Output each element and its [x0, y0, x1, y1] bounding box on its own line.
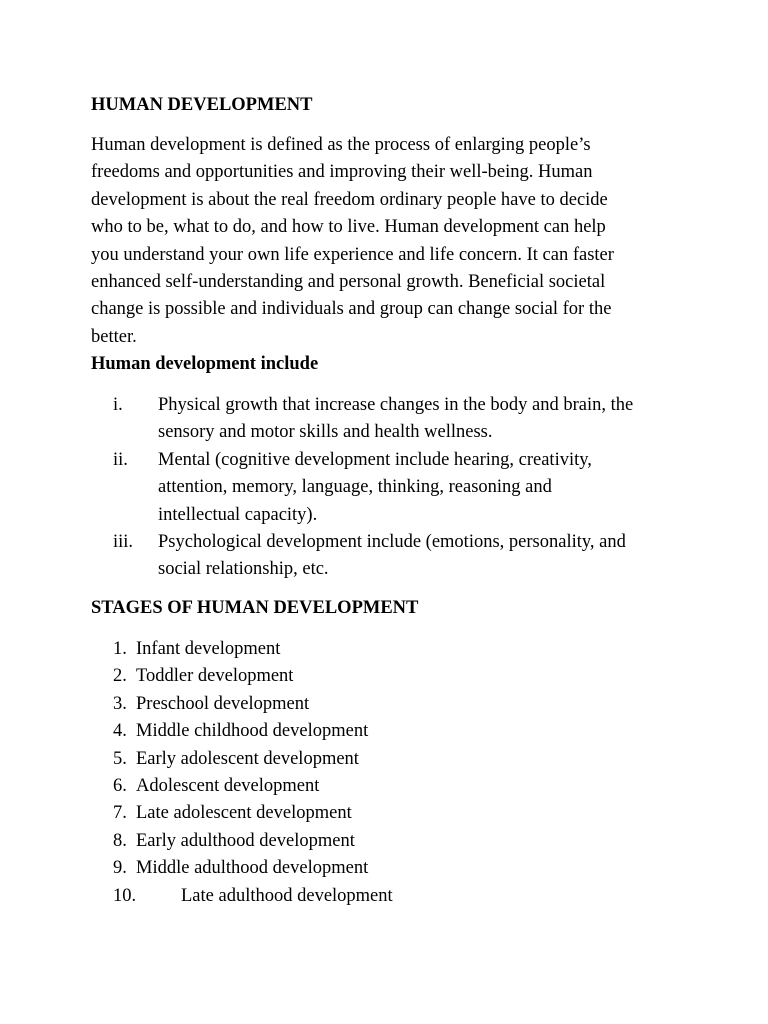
includes-heading: Human development include	[91, 354, 319, 374]
list-item-line: intellectual capacity).	[158, 504, 318, 525]
document-title: HUMAN DEVELOPMENT	[91, 95, 313, 115]
list-marker: 2.	[113, 666, 127, 687]
list-item	[91, 773, 393, 800]
list-marker: ii.	[113, 449, 128, 470]
list-item	[91, 883, 393, 910]
list-marker: 4.	[113, 721, 127, 742]
stages-list	[91, 636, 393, 910]
intro-line: development is about the real freedom ordinary people have to decide	[91, 189, 608, 210]
includes-list	[91, 392, 711, 584]
list-marker: 3.	[113, 693, 127, 714]
list-item-label: Late adulthood development	[181, 885, 393, 906]
intro-line: Human development is defined as the process of enlarging people’s	[91, 135, 591, 155]
list-item	[91, 746, 393, 773]
intro-line: change is possible and individuals and group can change social for the	[91, 299, 612, 320]
list-item-line: Mental (cognitive development include hearing, creativity,	[158, 449, 592, 470]
list-item-label: Adolescent development	[136, 776, 320, 797]
list-item-line: Psychological development include (emotions, personality, and	[158, 532, 626, 553]
list-marker: i.	[113, 395, 123, 415]
list-item	[91, 529, 711, 584]
list-item-label: Infant development	[136, 639, 281, 659]
intro-line: enhanced self-understanding and personal growth. Beneficial societal	[91, 272, 606, 293]
list-item	[91, 691, 393, 718]
list-marker: 7.	[113, 803, 127, 824]
list-item	[91, 800, 393, 827]
list-marker: 8.	[113, 830, 127, 851]
list-item-line: Physical growth that increase changes in the body and brain, the	[158, 395, 634, 415]
list-item	[91, 828, 393, 855]
list-item-line: attention, memory, language, thinking, reasoning and	[158, 477, 552, 498]
list-item-label: Late adolescent development	[136, 803, 352, 824]
list-item	[91, 447, 711, 529]
list-item-line: social relationship, etc.	[158, 559, 329, 580]
list-item-label: Toddler development	[136, 666, 294, 687]
list-item	[91, 718, 393, 745]
list-item	[91, 636, 393, 663]
list-marker: 5.	[113, 748, 127, 769]
list-item-label: Early adulthood development	[136, 830, 355, 851]
list-marker: iii.	[113, 532, 134, 553]
list-marker: 9.	[113, 858, 127, 879]
list-item-line: sensory and motor skills and health wellness.	[158, 422, 493, 443]
list-item	[91, 392, 711, 447]
stages-heading: STAGES OF HUMAN DEVELOPMENT	[91, 598, 419, 618]
list-item-label: Middle adulthood development	[136, 858, 369, 879]
intro-line: who to be, what to do, and how to live. Human development can help	[91, 217, 606, 238]
intro-paragraph	[91, 132, 691, 351]
intro-line: better.	[91, 326, 137, 347]
list-marker: 10.	[113, 885, 137, 906]
list-item-label: Preschool development	[136, 693, 310, 714]
list-item-label: Middle childhood development	[136, 721, 369, 742]
list-item	[91, 663, 393, 690]
list-marker: 6.	[113, 776, 127, 797]
intro-line: you understand your own life experience and life concern. It can faster	[91, 244, 614, 265]
intro-line: freedoms and opportunities and improving their well-being. Human	[91, 162, 593, 183]
list-item-label: Early adolescent development	[136, 748, 359, 769]
list-item	[91, 855, 393, 882]
list-marker: 1.	[113, 639, 127, 659]
